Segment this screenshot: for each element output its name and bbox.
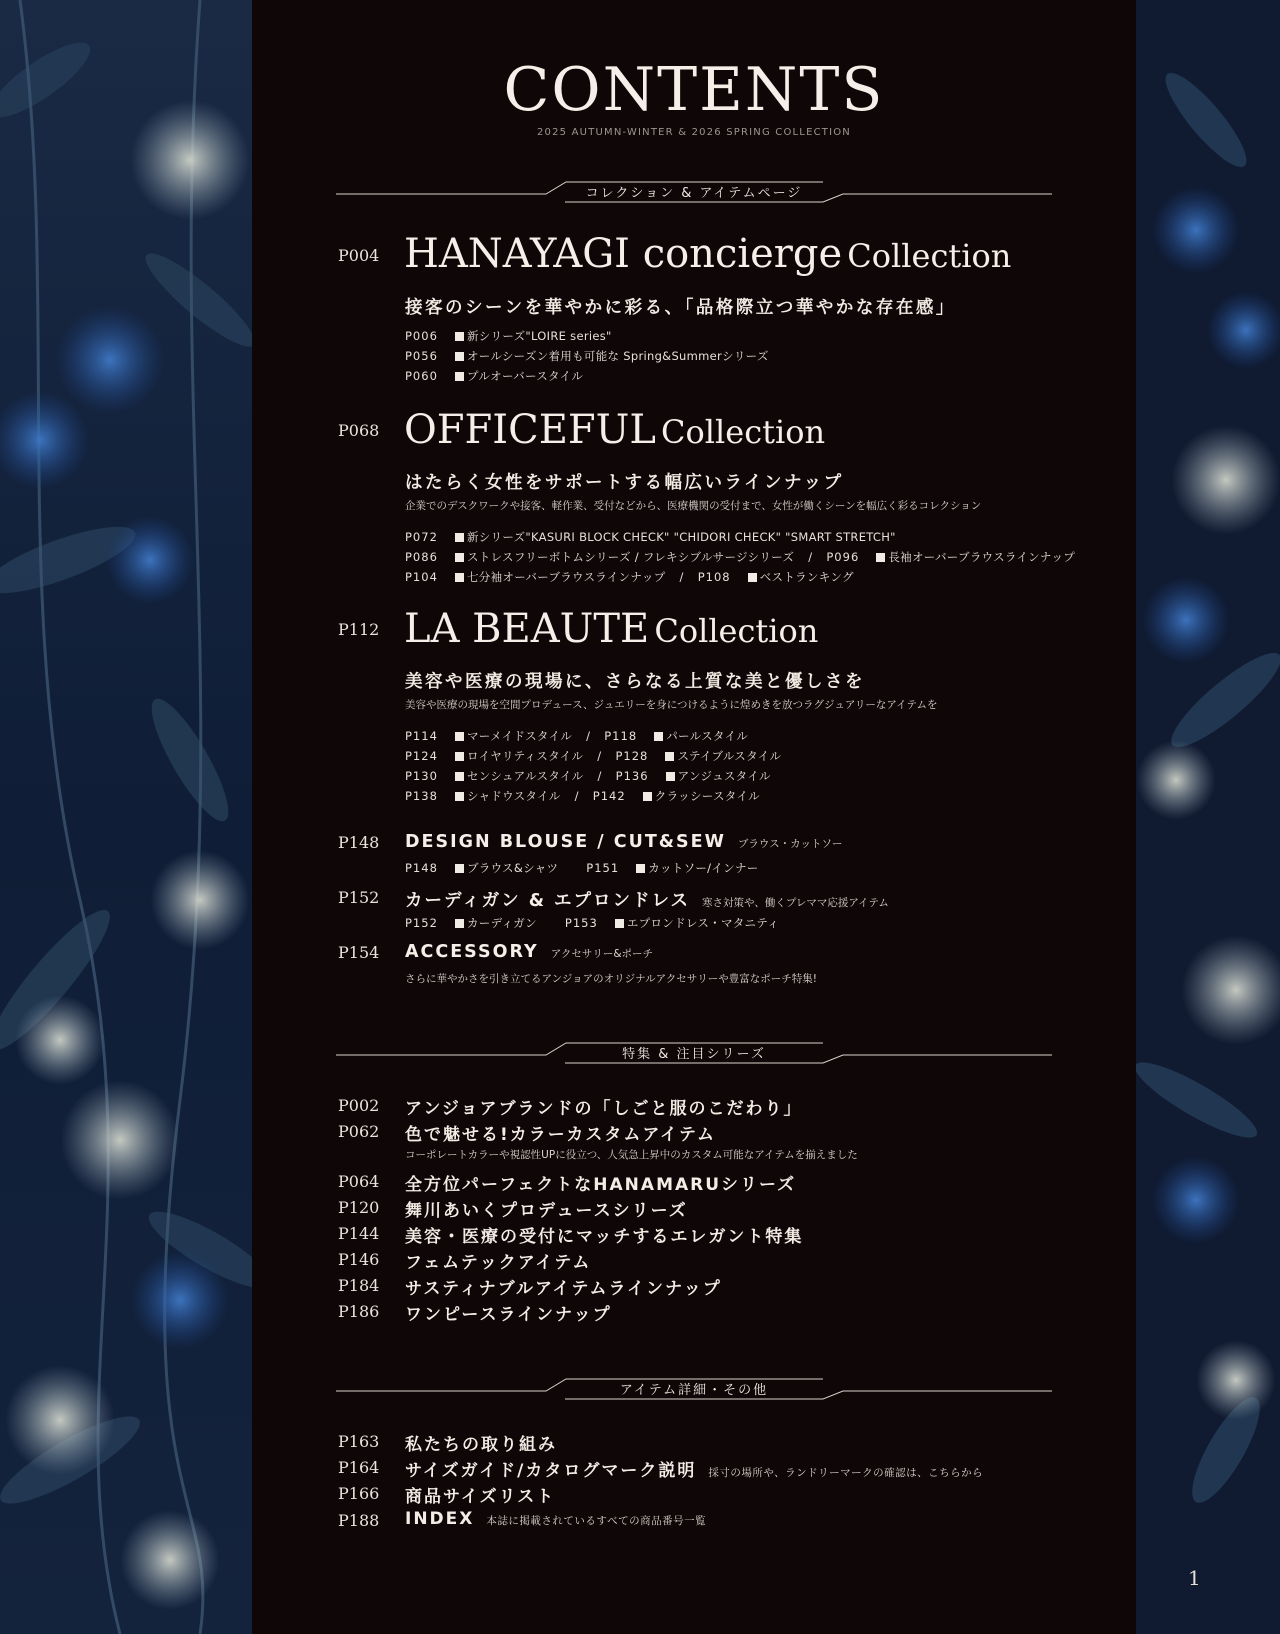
- feature-item: サスティナブルアイテムラインナップ: [405, 1279, 722, 1299]
- category-description: さらに華やかさを引き立てるアンジョアのオリジナルアクセサリーや豊富なポーチ特集!: [405, 973, 817, 985]
- item-page: P136: [615, 769, 649, 783]
- page-title: CONTENTS: [503, 55, 885, 125]
- separator: /: [586, 729, 591, 743]
- heading-sub: 寒さ対策や、働くプレママ応援アイテム: [702, 897, 889, 909]
- square-bullet-icon: [748, 573, 757, 582]
- collection-title-main: HANAYAGI concierge: [404, 231, 843, 277]
- page-subtitle: 2025 AUTUMN-WINTER & 2026 SPRING COLLECTION: [537, 127, 851, 138]
- detail-item: 私たちの取り組み: [405, 1435, 557, 1455]
- page-ref: P112: [338, 620, 380, 639]
- page-ref: P144: [338, 1224, 380, 1243]
- item-text: ベストランキング: [759, 570, 854, 584]
- list-item: [405, 368, 583, 384]
- collection-title-hanayagi: [404, 231, 1012, 277]
- square-bullet-icon: [455, 772, 464, 781]
- category-heading: [405, 887, 889, 912]
- item-page: P108: [697, 570, 731, 584]
- square-bullet-icon: [455, 553, 464, 562]
- floral-background-right: [1136, 0, 1280, 1634]
- floral-background-left: [0, 0, 252, 1634]
- item-page: P104: [405, 570, 438, 584]
- item-page: P152: [405, 916, 438, 930]
- item-text: プルオーバースタイル: [467, 369, 584, 383]
- square-bullet-icon: [615, 919, 624, 928]
- category-heading: [405, 942, 653, 962]
- item-page: P148: [405, 861, 438, 875]
- section-label: アイテム詳細・その他: [619, 1383, 769, 1398]
- page-ref: P120: [338, 1198, 380, 1217]
- item-text: シャドウスタイル: [467, 789, 561, 803]
- item-page: P086: [405, 550, 438, 564]
- list-item: [405, 328, 612, 344]
- square-bullet-icon: [654, 732, 663, 741]
- heading-text: ACCESSORY: [405, 942, 539, 962]
- square-bullet-icon: [455, 732, 464, 741]
- detail-item: 商品サイズリスト: [405, 1487, 556, 1507]
- detail-sub: 本誌に掲載されているすべての商品番号一覧: [486, 1515, 707, 1527]
- square-bullet-icon: [455, 792, 464, 801]
- page-number: 1: [1188, 1566, 1201, 1590]
- section-divider-collection: [336, 180, 1052, 204]
- square-bullet-icon: [455, 573, 464, 582]
- contents-panel: [252, 0, 1136, 1634]
- item-text: ブラウス&シャツ: [467, 861, 559, 875]
- detail-sub: 採寸の場所や、ランドリーマークの確認は、こちらから: [708, 1467, 984, 1479]
- item-page: P142: [592, 789, 626, 803]
- item-text: パールスタイル: [666, 729, 749, 743]
- category-heading: [405, 832, 843, 852]
- separator: /: [808, 550, 813, 564]
- page-ref: P148: [338, 833, 380, 852]
- item-text: 七分袖オーバーブラウスラインナップ: [467, 570, 666, 584]
- feature-item: 舞川あいくプロデュースシリーズ: [405, 1201, 688, 1221]
- item-text: クラッシースタイル: [654, 789, 760, 803]
- list-item: [405, 348, 769, 364]
- list-item: [405, 569, 854, 585]
- item-text: 新シリーズ"KASURI BLOCK CHECK" "CHIDORI CHECK" "SMART STRETCH": [467, 530, 896, 544]
- page-ref: P184: [338, 1276, 380, 1295]
- item-page: P138: [405, 789, 438, 803]
- square-bullet-icon: [876, 553, 885, 562]
- list-item: [405, 549, 1075, 565]
- page-ref: P166: [338, 1484, 380, 1503]
- item-text: ステイブルスタイル: [677, 749, 782, 763]
- square-bullet-icon: [455, 752, 464, 761]
- page-ref: P163: [338, 1432, 380, 1451]
- collection-title-main: OFFICEFUL: [404, 407, 656, 453]
- feature-item: 美容・医療の受付にマッチするエレガント特集: [405, 1227, 804, 1247]
- item-text: ロイヤリティスタイル: [467, 749, 584, 763]
- item-page: P060: [405, 369, 438, 383]
- square-bullet-icon: [636, 864, 645, 873]
- separator: /: [574, 789, 579, 803]
- item-page: P151: [586, 861, 620, 875]
- separator: /: [679, 570, 684, 584]
- item-page: P072: [405, 530, 438, 544]
- collection-title-main: LA BEAUTE: [404, 606, 650, 652]
- square-bullet-icon: [455, 372, 464, 381]
- item-page: P118: [604, 729, 638, 743]
- separator: /: [597, 769, 602, 783]
- collection-title-officeful: [404, 407, 826, 453]
- item-page: P096: [826, 550, 860, 564]
- collection-title-sub: Collection: [654, 612, 819, 650]
- collection-description: 美容や医療の現場を空間プロデュース、ジュエリーを身につけるように煌めきを放つラグジュアリーなアイテムを: [405, 699, 938, 711]
- detail-text: INDEX: [405, 1509, 475, 1529]
- item-page: P130: [405, 769, 438, 783]
- collection-tagline: 美容や医療の現場に、さらなる上質な美と優しさを: [405, 672, 865, 692]
- page-ref: P002: [338, 1096, 380, 1115]
- list-item: [405, 915, 779, 931]
- page-ref: P164: [338, 1458, 380, 1477]
- item-page: P124: [405, 749, 438, 763]
- square-bullet-icon: [665, 752, 674, 761]
- item-text: センシュアルスタイル: [467, 769, 584, 783]
- feature-item: アンジョアブランドの「しごと服のこだわり」: [405, 1099, 803, 1119]
- collection-description: 企業でのデスクワークや接客、軽作業、受付などから、医療機関の受付まで、女性が働くシーンを幅広く彩るコレクション: [405, 500, 982, 512]
- item-text: オールシーズン着用も可能な Spring&Summerシリーズ: [467, 349, 769, 363]
- item-text: 長袖オーバーブラウスラインナップ: [888, 550, 1076, 564]
- heading-text: DESIGN BLOUSE / CUT&SEW: [405, 832, 726, 852]
- detail-text: サイズガイド/カタログマーク説明: [405, 1461, 697, 1481]
- item-text: カーディガン: [467, 916, 537, 930]
- page-ref: P146: [338, 1250, 380, 1269]
- list-item: [405, 788, 760, 804]
- page-ref: P188: [338, 1511, 380, 1530]
- page-ref: P062: [338, 1122, 380, 1141]
- page-ref: P004: [338, 246, 380, 265]
- collection-tagline: はたらく女性をサポートする幅広いラインナップ: [405, 473, 844, 493]
- section-label: コレクション & アイテムページ: [585, 186, 803, 201]
- item-page: P128: [615, 749, 649, 763]
- collection-title-sub: Collection: [847, 237, 1012, 275]
- list-item: [405, 768, 771, 784]
- section-divider-details: [336, 1377, 1052, 1401]
- item-text: マーメイドスタイル: [467, 729, 573, 743]
- heading-sub: アクセサリー&ポーチ: [550, 948, 654, 960]
- square-bullet-icon: [455, 919, 464, 928]
- list-item: [405, 529, 896, 545]
- page-ref: P154: [338, 943, 380, 962]
- item-text: 新シリーズ"LOIRE series": [467, 329, 612, 343]
- page-ref: P152: [338, 888, 380, 907]
- list-item: [405, 748, 781, 764]
- separator: /: [597, 749, 602, 763]
- item-text: カットソー/インナー: [648, 861, 759, 875]
- collection-tagline: 接客のシーンを華やかに彩る、「品格際立つ華やかな存在感」: [405, 298, 956, 318]
- square-bullet-icon: [666, 772, 675, 781]
- heading-text: カーディガン & エプロンドレス: [405, 891, 691, 911]
- detail-item: [405, 1456, 983, 1481]
- page-ref: P068: [338, 421, 380, 440]
- item-text: エプロンドレス・マタニティ: [626, 916, 780, 930]
- feature-item: フェムテックアイテム: [405, 1253, 592, 1273]
- square-bullet-icon: [455, 533, 464, 542]
- collection-title-labeaute: [404, 606, 819, 652]
- square-bullet-icon: [455, 332, 464, 341]
- square-bullet-icon: [643, 792, 652, 801]
- item-text: ストレスフリーボトムシリーズ / フレキシブルサージシリーズ: [467, 550, 795, 564]
- feature-description: コーポレートカラーや視認性UPに役立つ、人気急上昇中のカスタム可能なアイテムを揃えました: [405, 1149, 858, 1161]
- list-item: [405, 728, 748, 744]
- feature-item: ワンピースラインナップ: [405, 1305, 612, 1325]
- collection-title-sub: Collection: [661, 413, 826, 451]
- heading-sub: ブラウス・カットソー: [737, 838, 843, 850]
- feature-item: 全方位パーフェクトなHANAMARUシリーズ: [405, 1175, 797, 1195]
- item-page: P006: [405, 329, 438, 343]
- page-ref: P064: [338, 1172, 380, 1191]
- list-item: [405, 860, 759, 876]
- item-text: アンジュスタイル: [677, 769, 771, 783]
- item-page: P153: [564, 916, 598, 930]
- section-divider-features: [336, 1041, 1052, 1065]
- item-page: P114: [405, 729, 438, 743]
- section-label: 特集 & 注目シリーズ: [622, 1047, 766, 1062]
- detail-item: [405, 1509, 706, 1529]
- page-ref: P186: [338, 1302, 380, 1321]
- square-bullet-icon: [455, 864, 464, 873]
- square-bullet-icon: [455, 352, 464, 361]
- feature-item: 色で魅せる!カラーカスタムアイテム: [405, 1125, 717, 1145]
- item-page: P056: [405, 349, 438, 363]
